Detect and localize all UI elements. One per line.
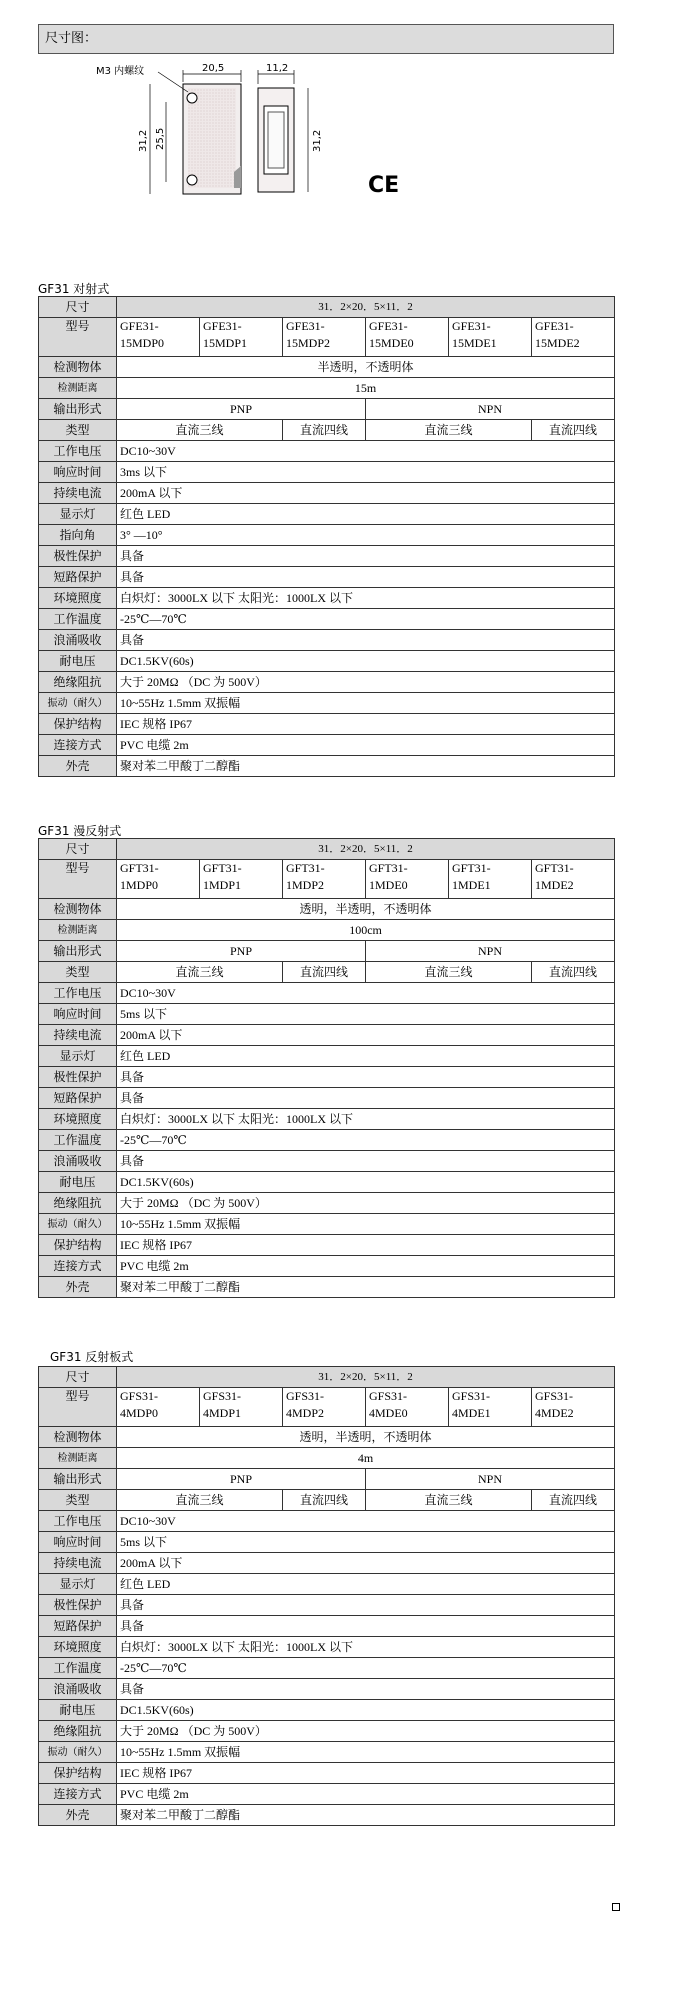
size-value: 31．2×20．5×11．2 — [117, 839, 615, 860]
table-row — [39, 1388, 615, 1427]
table-row — [39, 441, 615, 462]
table-row — [39, 941, 615, 962]
spec-polarity: 具备 — [117, 1067, 615, 1088]
table-row — [39, 1025, 615, 1046]
model-name: GFT31-1MDE0 — [366, 860, 449, 899]
spec-protection: IEC 规格 IP67 — [117, 1235, 615, 1256]
table-row — [39, 1235, 615, 1256]
table-row — [39, 1172, 615, 1193]
row-label: 工作温度 — [39, 1130, 117, 1151]
row-label: 短路保护 — [39, 1088, 117, 1109]
spec-protection: IEC 规格 IP67 — [117, 1763, 615, 1784]
sensor-front-view — [96, 63, 241, 194]
table-row — [39, 714, 615, 735]
row-label: 检测物体 — [39, 1427, 117, 1448]
row-label: 显示灯 — [39, 1046, 117, 1067]
table-row — [39, 546, 615, 567]
row-label: 尺寸 — [39, 1367, 117, 1388]
type-four-wire: 直流四线 — [532, 1490, 615, 1511]
table-row — [39, 1679, 615, 1700]
type-four-wire: 直流四线 — [283, 1490, 366, 1511]
table-row — [39, 1193, 615, 1214]
table-row — [39, 525, 615, 546]
table-row — [39, 1574, 615, 1595]
row-label: 外壳 — [39, 1805, 117, 1826]
table-row — [39, 1256, 615, 1277]
spec-illum: 白炽灯：3000LX 以下 太阳光：1000LX 以下 — [117, 1109, 615, 1130]
row-label: 检测距离 — [39, 1448, 117, 1469]
table-row — [39, 297, 615, 318]
table-row — [39, 504, 615, 525]
detect-object: 透明，半透明，不透明体 — [117, 899, 615, 920]
table-row — [39, 1658, 615, 1679]
row-label: 检测物体 — [39, 899, 117, 920]
model-name: GFS31-4MDE2 — [532, 1388, 615, 1427]
row-label: 环境照度 — [39, 1637, 117, 1658]
row-label: 环境照度 — [39, 588, 117, 609]
detect-object: 透明，半透明，不透明体 — [117, 1427, 615, 1448]
row-label: 尺寸 — [39, 839, 117, 860]
output-pnp: PNP — [117, 399, 366, 420]
table-row — [39, 1046, 615, 1067]
table-row — [39, 1742, 615, 1763]
table-row — [39, 839, 615, 860]
spec-response: 5ms 以下 — [117, 1532, 615, 1553]
table-row — [39, 899, 615, 920]
row-label: 类型 — [39, 1490, 117, 1511]
sensor-side-view — [258, 63, 323, 192]
table-row — [39, 567, 615, 588]
row-label: 持续电流 — [39, 483, 117, 504]
section-title: GF31 反射板式 — [50, 1350, 134, 1364]
row-label: 输出形式 — [39, 399, 117, 420]
table-row — [39, 1763, 615, 1784]
row-label: 连接方式 — [39, 735, 117, 756]
table-row — [39, 378, 615, 399]
row-label: 持续电流 — [39, 1025, 117, 1046]
output-npn: NPN — [366, 941, 615, 962]
spec-connection: PVC 电缆 2m — [117, 1256, 615, 1277]
spec-insulation: 大于 20MΩ （DC 为 500V） — [117, 1193, 615, 1214]
output-pnp: PNP — [117, 1469, 366, 1490]
spec-indicator: 红色 LED — [117, 1574, 615, 1595]
detect-object: 半透明，不透明体 — [117, 357, 615, 378]
row-label: 工作电压 — [39, 1511, 117, 1532]
spec-withstand: DC1.5KV(60s) — [117, 1172, 615, 1193]
spec-surge: 具备 — [117, 1151, 615, 1172]
row-label: 类型 — [39, 962, 117, 983]
row-label: 响应时间 — [39, 1532, 117, 1553]
model-name: GFE31-15MDP0 — [117, 318, 200, 357]
table-row — [39, 1109, 615, 1130]
table-row — [39, 357, 615, 378]
model-name: GFE31-15MDE2 — [532, 318, 615, 357]
table-row — [39, 693, 615, 714]
spec-response: 3ms 以下 — [117, 462, 615, 483]
spec-current: 200mA 以下 — [117, 1553, 615, 1574]
row-label: 耐电压 — [39, 1700, 117, 1721]
table-row — [39, 962, 615, 983]
type-three-wire: 直流三线 — [117, 1490, 283, 1511]
model-name: GFE31-15MDE0 — [366, 318, 449, 357]
row-label: 输出形式 — [39, 941, 117, 962]
detect-distance: 100cm — [117, 920, 615, 941]
spec-indicator: 红色 LED — [117, 1046, 615, 1067]
dim-inner-label: 25,5 — [155, 127, 166, 150]
model-name: GFS31-4MDP2 — [283, 1388, 366, 1427]
spec-current: 200mA 以下 — [117, 483, 615, 504]
row-label: 保护结构 — [39, 1235, 117, 1256]
row-label: 绝缘阻抗 — [39, 1193, 117, 1214]
spec-connection: PVC 电缆 2m — [117, 1784, 615, 1805]
type-three-wire: 直流三线 — [117, 962, 283, 983]
model-name: GFT31-1MDE1 — [449, 860, 532, 899]
spec-voltage: DC10~30V — [117, 983, 615, 1004]
row-label: 振动（耐久） — [39, 1214, 117, 1235]
row-label: 型号 — [39, 1388, 117, 1427]
row-label: 型号 — [39, 318, 117, 357]
spec-short: 具备 — [117, 1088, 615, 1109]
row-label: 显示灯 — [39, 504, 117, 525]
row-label: 极性保护 — [39, 1067, 117, 1088]
spec-indicator: 红色 LED — [117, 504, 615, 525]
section-title: GF31 对射式 — [38, 282, 110, 296]
table-row — [39, 1595, 615, 1616]
row-label: 工作温度 — [39, 609, 117, 630]
table-row — [39, 1490, 615, 1511]
table-row — [39, 1214, 615, 1235]
dimension-header: 尺寸图： — [38, 24, 614, 54]
table-row — [39, 1511, 615, 1532]
spec-short: 具备 — [117, 1616, 615, 1637]
model-name: GFT31-1MDP1 — [200, 860, 283, 899]
model-name: GFS31-4MDE0 — [366, 1388, 449, 1427]
table-row — [39, 588, 615, 609]
type-three-wire: 直流三线 — [117, 420, 283, 441]
table-row — [39, 1553, 615, 1574]
size-value: 31．2×20．5×11．2 — [117, 1367, 615, 1388]
model-name: GFT31-1MDP2 — [283, 860, 366, 899]
type-three-wire: 直流三线 — [366, 1490, 532, 1511]
spec-polarity: 具备 — [117, 1595, 615, 1616]
row-label: 输出形式 — [39, 1469, 117, 1490]
row-label: 外壳 — [39, 1277, 117, 1298]
row-label: 耐电压 — [39, 1172, 117, 1193]
table-row — [39, 630, 615, 651]
row-label: 连接方式 — [39, 1256, 117, 1277]
table-row — [39, 983, 615, 1004]
row-label: 短路保护 — [39, 567, 117, 588]
table-row — [39, 1532, 615, 1553]
table-row — [39, 1700, 615, 1721]
table-row — [39, 1151, 615, 1172]
row-label: 显示灯 — [39, 1574, 117, 1595]
spec-voltage: DC10~30V — [117, 1511, 615, 1532]
table-row — [39, 1469, 615, 1490]
spec-surge: 具备 — [117, 1679, 615, 1700]
table-row — [39, 1067, 615, 1088]
row-label: 持续电流 — [39, 1553, 117, 1574]
model-name: GFS31-4MDP0 — [117, 1388, 200, 1427]
table-row — [39, 920, 615, 941]
row-label: 响应时间 — [39, 1004, 117, 1025]
model-name: GFE31-15MDE1 — [449, 318, 532, 357]
size-value: 31．2×20．5×11．2 — [117, 297, 615, 318]
dimension-drawing — [38, 62, 598, 262]
table-row — [39, 1427, 615, 1448]
spec-housing: 聚对苯二甲酸丁二醇酯 — [117, 1277, 615, 1298]
row-label: 浪涌吸收 — [39, 630, 117, 651]
table-row — [39, 462, 615, 483]
row-label: 绝缘阻抗 — [39, 672, 117, 693]
spec-vibration: 10~55Hz 1.5mm 双振幅 — [117, 1742, 615, 1763]
spec-temp: -25℃—70℃ — [117, 1130, 615, 1151]
spec-insulation: 大于 20MΩ （DC 为 500V） — [117, 1721, 615, 1742]
spec-angle: 3° —10° — [117, 525, 615, 546]
table-row — [39, 1448, 615, 1469]
table-row — [39, 318, 615, 357]
spec-table — [38, 838, 615, 1298]
table-row — [39, 1784, 615, 1805]
model-name: GFT31-1MDP0 — [117, 860, 200, 899]
row-label: 指向角 — [39, 525, 117, 546]
row-label: 振动（耐久） — [39, 693, 117, 714]
table-row — [39, 1130, 615, 1151]
table-row — [39, 860, 615, 899]
table-row — [39, 756, 615, 777]
table-row — [39, 1277, 615, 1298]
model-name: GFS31-4MDP1 — [200, 1388, 283, 1427]
spec-vibration: 10~55Hz 1.5mm 双振幅 — [117, 693, 615, 714]
table-row — [39, 1616, 615, 1637]
row-label: 耐电压 — [39, 651, 117, 672]
model-name: GFS31-4MDE1 — [449, 1388, 532, 1427]
output-npn: NPN — [366, 1469, 615, 1490]
spec-voltage: DC10~30V — [117, 441, 615, 462]
row-label: 浪涌吸收 — [39, 1679, 117, 1700]
row-label: 型号 — [39, 860, 117, 899]
row-label: 绝缘阻抗 — [39, 1721, 117, 1742]
dim-depth-label: 11,2 — [266, 63, 289, 74]
model-name: GFE31-15MDP2 — [283, 318, 366, 357]
spec-polarity: 具备 — [117, 546, 615, 567]
spec-protection: IEC 规格 IP67 — [117, 714, 615, 735]
spec-insulation: 大于 20MΩ （DC 为 500V） — [117, 672, 615, 693]
type-four-wire: 直流四线 — [532, 420, 615, 441]
row-label: 类型 — [39, 420, 117, 441]
row-label: 极性保护 — [39, 546, 117, 567]
row-label: 振动（耐久） — [39, 1742, 117, 1763]
spec-temp: -25℃—70℃ — [117, 1658, 615, 1679]
row-label: 极性保护 — [39, 1595, 117, 1616]
row-label: 连接方式 — [39, 1784, 117, 1805]
row-label: 响应时间 — [39, 462, 117, 483]
table-row — [39, 1637, 615, 1658]
table-row — [39, 651, 615, 672]
ce-mark: CE — [368, 173, 400, 198]
table-row — [39, 1004, 615, 1025]
detect-distance: 4m — [117, 1448, 615, 1469]
table-row — [39, 483, 615, 504]
row-label: 环境照度 — [39, 1109, 117, 1130]
table-row — [39, 1088, 615, 1109]
type-three-wire: 直流三线 — [366, 962, 532, 983]
row-label: 工作电压 — [39, 983, 117, 1004]
dim-width-label: 20,5 — [202, 63, 225, 74]
row-label: 工作温度 — [39, 1658, 117, 1679]
spec-surge: 具备 — [117, 630, 615, 651]
dim-height2-label: 31,2 — [312, 129, 323, 152]
output-pnp: PNP — [117, 941, 366, 962]
spec-withstand: DC1.5KV(60s) — [117, 1700, 615, 1721]
type-four-wire: 直流四线 — [283, 420, 366, 441]
spec-short: 具备 — [117, 567, 615, 588]
row-label: 短路保护 — [39, 1616, 117, 1637]
table-row — [39, 399, 615, 420]
section-title: GF31 漫反射式 — [38, 824, 122, 838]
detect-distance: 15m — [117, 378, 615, 399]
spec-current: 200mA 以下 — [117, 1025, 615, 1046]
table-row — [39, 420, 615, 441]
type-three-wire: 直流三线 — [366, 420, 532, 441]
spec-connection: PVC 电缆 2m — [117, 735, 615, 756]
output-npn: NPN — [366, 399, 615, 420]
spec-withstand: DC1.5KV(60s) — [117, 651, 615, 672]
table-row — [39, 1721, 615, 1742]
spec-housing: 聚对苯二甲酸丁二醇酯 — [117, 756, 615, 777]
spec-illum: 白炽灯：3000LX 以下 太阳光：1000LX 以下 — [117, 1637, 615, 1658]
table-row — [39, 672, 615, 693]
row-label: 浪涌吸收 — [39, 1151, 117, 1172]
table-row — [39, 1367, 615, 1388]
dim-height-label: 31,2 — [138, 129, 149, 152]
row-label: 保护结构 — [39, 1763, 117, 1784]
spec-response: 5ms 以下 — [117, 1004, 615, 1025]
row-label: 检测物体 — [39, 357, 117, 378]
type-four-wire: 直流四线 — [532, 962, 615, 983]
spec-vibration: 10~55Hz 1.5mm 双振幅 — [117, 1214, 615, 1235]
page-corner-marker — [612, 1903, 620, 1911]
spec-table — [38, 1366, 615, 1826]
row-label: 检测距离 — [39, 920, 117, 941]
spec-temp: -25℃—70℃ — [117, 609, 615, 630]
row-label: 尺寸 — [39, 297, 117, 318]
table-row — [39, 609, 615, 630]
table-row — [39, 735, 615, 756]
row-label: 保护结构 — [39, 714, 117, 735]
row-label: 工作电压 — [39, 441, 117, 462]
row-label: 检测距离 — [39, 378, 117, 399]
model-name: GFT31-1MDE2 — [532, 860, 615, 899]
table-row — [39, 1805, 615, 1826]
spec-housing: 聚对苯二甲酸丁二醇酯 — [117, 1805, 615, 1826]
spec-illum: 白炽灯：3000LX 以下 太阳光：1000LX 以下 — [117, 588, 615, 609]
spec-table — [38, 296, 615, 777]
model-name: GFE31-15MDP1 — [200, 318, 283, 357]
row-label: 外壳 — [39, 756, 117, 777]
m3-thread-label: M3 内螺纹 — [96, 66, 145, 77]
type-four-wire: 直流四线 — [283, 962, 366, 983]
